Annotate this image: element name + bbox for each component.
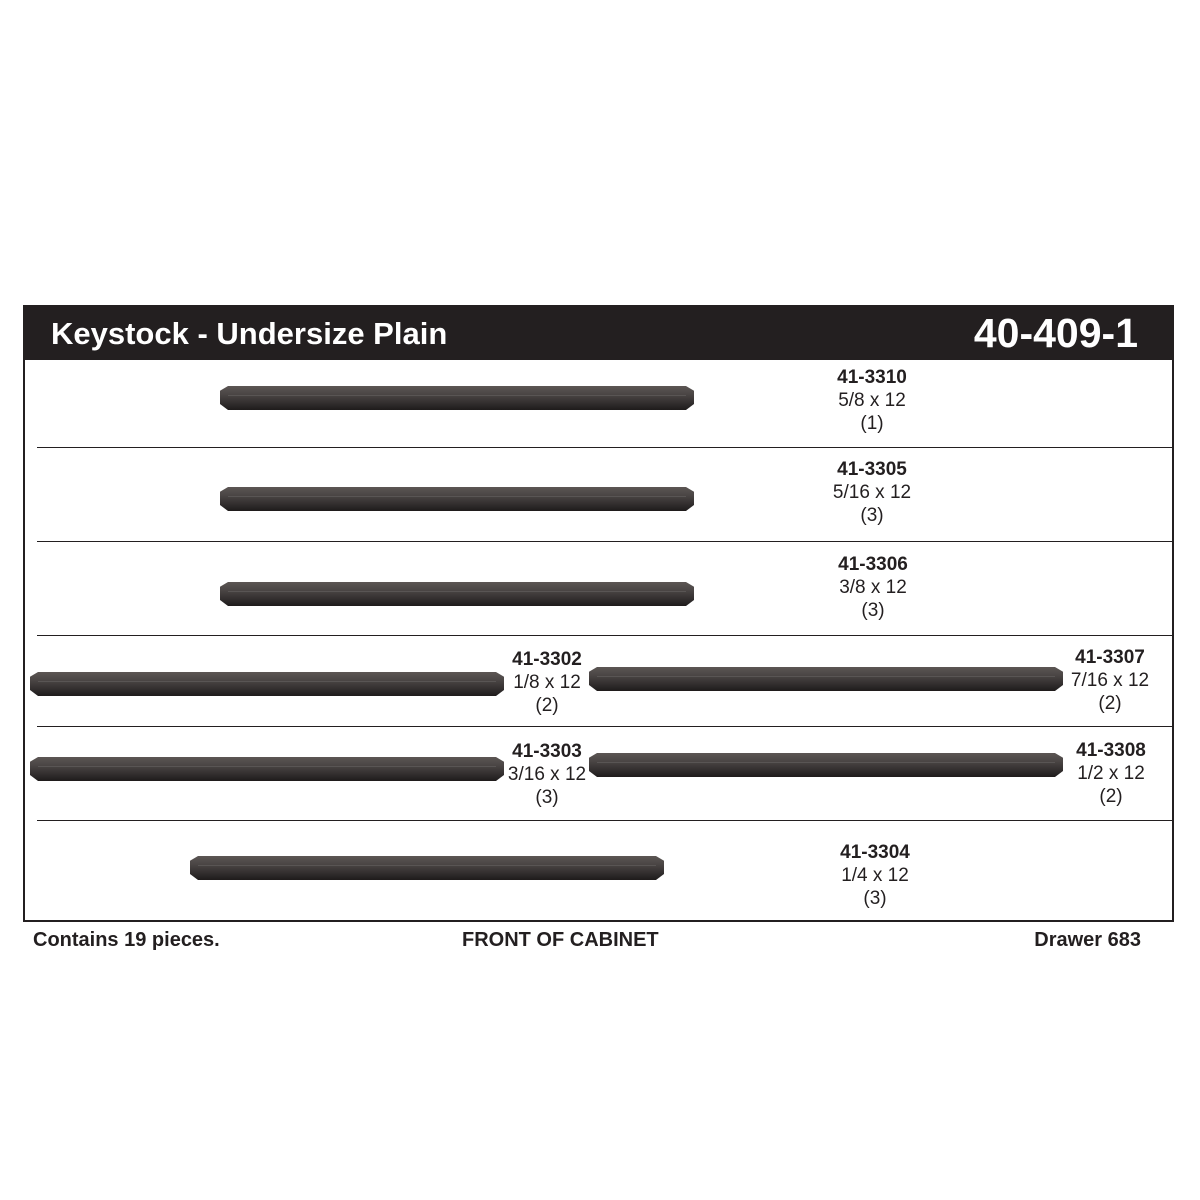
- keystock-bar-41-3303: [30, 757, 504, 781]
- row-divider: [37, 541, 1173, 542]
- product-code: 40-409-1: [973, 310, 1138, 356]
- part-number: 41-3310: [837, 367, 907, 388]
- part-quantity: (3): [535, 787, 559, 808]
- item-label-41-3305: [802, 458, 942, 527]
- keystock-bar-41-3304: [190, 856, 664, 880]
- part-number: 41-3304: [840, 842, 910, 863]
- row-divider: [37, 447, 1173, 448]
- part-number: 41-3307: [1075, 647, 1145, 668]
- part-number: 41-3302: [512, 649, 582, 670]
- product-title: Keystock - Undersize Plain: [51, 316, 448, 351]
- keystock-bar-41-3306: [220, 582, 694, 606]
- piece-count: Contains 19 pieces.: [33, 929, 220, 951]
- keystock-bar-41-3308: [589, 753, 1063, 777]
- keystock-bar-41-3307: [589, 667, 1063, 691]
- part-number: 41-3305: [837, 459, 907, 480]
- part-size: 1/4 x 12: [841, 865, 909, 886]
- keystock-bar-41-3305: [220, 487, 694, 511]
- part-quantity: (2): [1098, 693, 1122, 714]
- part-quantity: (2): [535, 695, 559, 716]
- part-quantity: (2): [1099, 786, 1123, 807]
- part-size: 7/16 x 12: [1070, 670, 1150, 691]
- item-label-41-3310: [802, 366, 942, 435]
- part-quantity: (1): [860, 413, 884, 434]
- row-divider: [37, 635, 1173, 636]
- item-label-41-3307: [1040, 646, 1180, 715]
- part-size: 5/16 x 12: [832, 482, 912, 503]
- row-divider: [37, 726, 1173, 727]
- part-quantity: (3): [861, 600, 885, 621]
- part-quantity: (3): [860, 505, 884, 526]
- part-number: 41-3303: [512, 741, 582, 762]
- title-bar: [25, 307, 1172, 360]
- item-label-41-3304: [805, 841, 945, 910]
- part-size: 5/8 x 12: [838, 390, 906, 411]
- cabinet-orientation: FRONT OF CABINET: [462, 929, 659, 951]
- part-number: 41-3306: [838, 554, 908, 575]
- part-quantity: (3): [863, 888, 887, 909]
- part-size: 1/2 x 12: [1077, 763, 1145, 784]
- keystock-bar-41-3310: [220, 386, 694, 410]
- part-size: 3/8 x 12: [839, 577, 907, 598]
- part-number: 41-3308: [1076, 740, 1146, 761]
- item-label-41-3306: [803, 553, 943, 622]
- item-label-41-3308: [1041, 739, 1181, 808]
- part-size: 3/16 x 12: [507, 764, 587, 785]
- row-divider: [37, 820, 1173, 821]
- part-size: 1/8 x 12: [513, 672, 581, 693]
- drawer-number: Drawer 683: [1034, 929, 1141, 951]
- keystock-bar-41-3302: [30, 672, 504, 696]
